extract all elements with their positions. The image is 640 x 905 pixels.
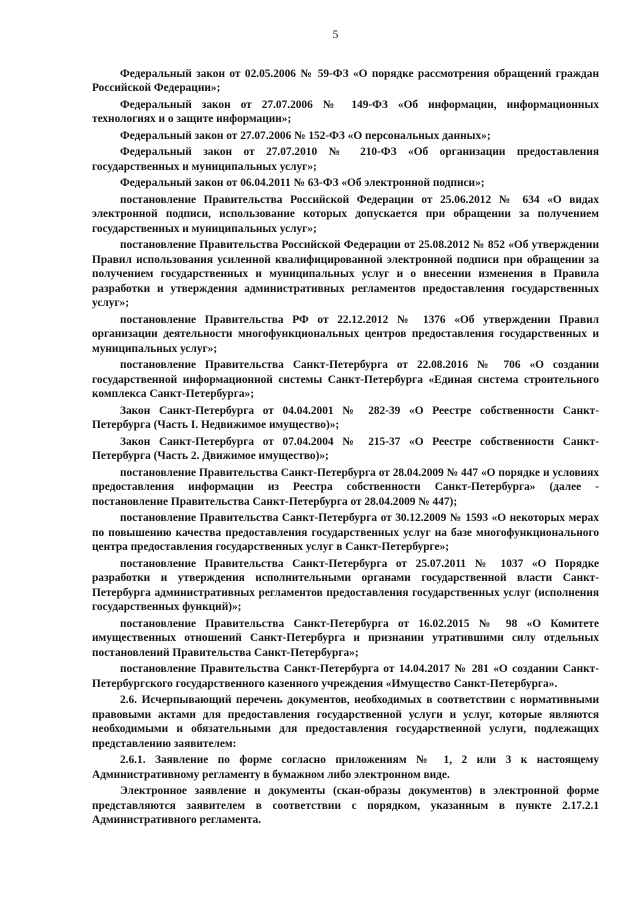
paragraph: постановление Правительства Российской Федерации от 25.08.2012 № 852 «Об утверждении Правил использования усиленной квалифицированной электронной подписи при обращении за получением государственных и муниципальных услуг и о внесении изменения в Правила разработки и утверждения административных регламентов предоставления государственных услуг»;: [92, 239, 599, 309]
paragraph: Федеральный закон от 27.07.2010 № 210-ФЗ «Об организации предоставления государственных и муниципальных услуг»;: [92, 146, 599, 173]
paragraph: постановление Правительства Санкт-Петербурга от 28.04.2009 № 447 «О порядке и условиях предоставления информации из Реестра собственности Санкт-Петербурга» (далее - постановление Правительства Санкт-Петербурга от 28.04.2009 № 447);: [92, 466, 599, 508]
paragraph: постановление Правительства Санкт-Петербурга от 22.08.2016 № 706 «О создании государственной информационной системы Санкт-Петербурга «Единая система строительного комплекса Санкт-Петербурга»;: [92, 359, 599, 400]
paragraph: 2.6.1. Заявление по форме согласно приложениям № 1, 2 или 3 к настоящему Административному регламенту в бумажном либо электронном виде.: [92, 754, 599, 781]
paragraph: постановление Правительства Санкт-Петербурга от 14.04.2017 № 281 «О создании Санкт-Петербургского государственного казенного учреждения «Имущество Санкт-Петербурга».: [92, 663, 599, 690]
paragraph: Федеральный закон от 27.07.2006 № 149-ФЗ «Об информации, информационных технологиях и о защите информации»;: [92, 98, 599, 125]
paragraph: постановление Правительства РФ от 22.12.2012 № 1376 «Об утверждении Правил организации деятельности многофункциональных центров предоставления государственных и муниципальных услуг»;: [92, 313, 599, 355]
paragraph: Электронное заявление и документы (скан-образы документов) в электронной форме представляются заявителем в соответствии с порядком, указанным в пункте 2.17.2.1 Административного регламента.: [92, 785, 599, 826]
paragraph: Федеральный закон от 27.07.2006 № 152-ФЗ «О персональных данных»;: [120, 129, 491, 142]
paragraph: 2.6. Исчерпывающий перечень документов, необходимых в соответствии с нормативными правовыми актами для предоставления государственной услуги и услуг, которые являются необходимыми и обязательными для предоставления государственной услуги, подлежащих представлению заявителем:: [92, 694, 599, 750]
paragraph: Закон Санкт-Петербурга от 07.04.2004 № 215-37 «О Реестре собственности Санкт-Петербурга (Часть 2. Движимое имущество)»;: [92, 435, 599, 462]
paragraph: постановление Правительства Санкт-Петербурга от 16.02.2015 № 98 «О Комитете имущественных отношений Санкт-Петербурга и признании утратившими силу отдельных постановлений Правительства Санкт-Петербурга»;: [92, 617, 599, 659]
paragraph: постановление Правительства Российской Федерации от 25.06.2012 № 634 «О видах электронной подписи, использование которых допускается при обращении за получением государственных и муниципальных услуг»;: [92, 193, 599, 235]
paragraph: постановление Правительства Санкт-Петербурга от 25.07.2011 № 1037 «О Порядке разработки и утверждения исполнительными органами государственной власти Санкт-Петербурга административных регламентов предоставления государственных услуг (исполнения государственных функций)»;: [92, 557, 599, 613]
paragraph: Федеральный закон от 02.05.2006 № 59-ФЗ «О порядке рассмотрения обращений граждан Российской Федерации»;: [92, 67, 599, 94]
paragraph: Федеральный закон от 06.04.2011 № 63-ФЗ «Об электронной подписи»;: [120, 177, 485, 189]
paragraph: постановление Правительства Санкт-Петербурга от 30.12.2009 № 1593 «О некоторых мерах по повышению качества предоставления государственных услуг на базе многофункционального центра предоставления государственных услуг в Санкт-Петербурге»;: [92, 512, 599, 553]
document-body: [92, 67, 599, 828]
page-number: 5: [332, 29, 339, 41]
document-page: [92, 28, 599, 830]
paragraph: Закон Санкт-Петербурга от 04.04.2001 № 282-39 «О Реестре собственности Санкт-Петербурга (Часть I. Недвижимое имущество)»;: [92, 404, 599, 431]
